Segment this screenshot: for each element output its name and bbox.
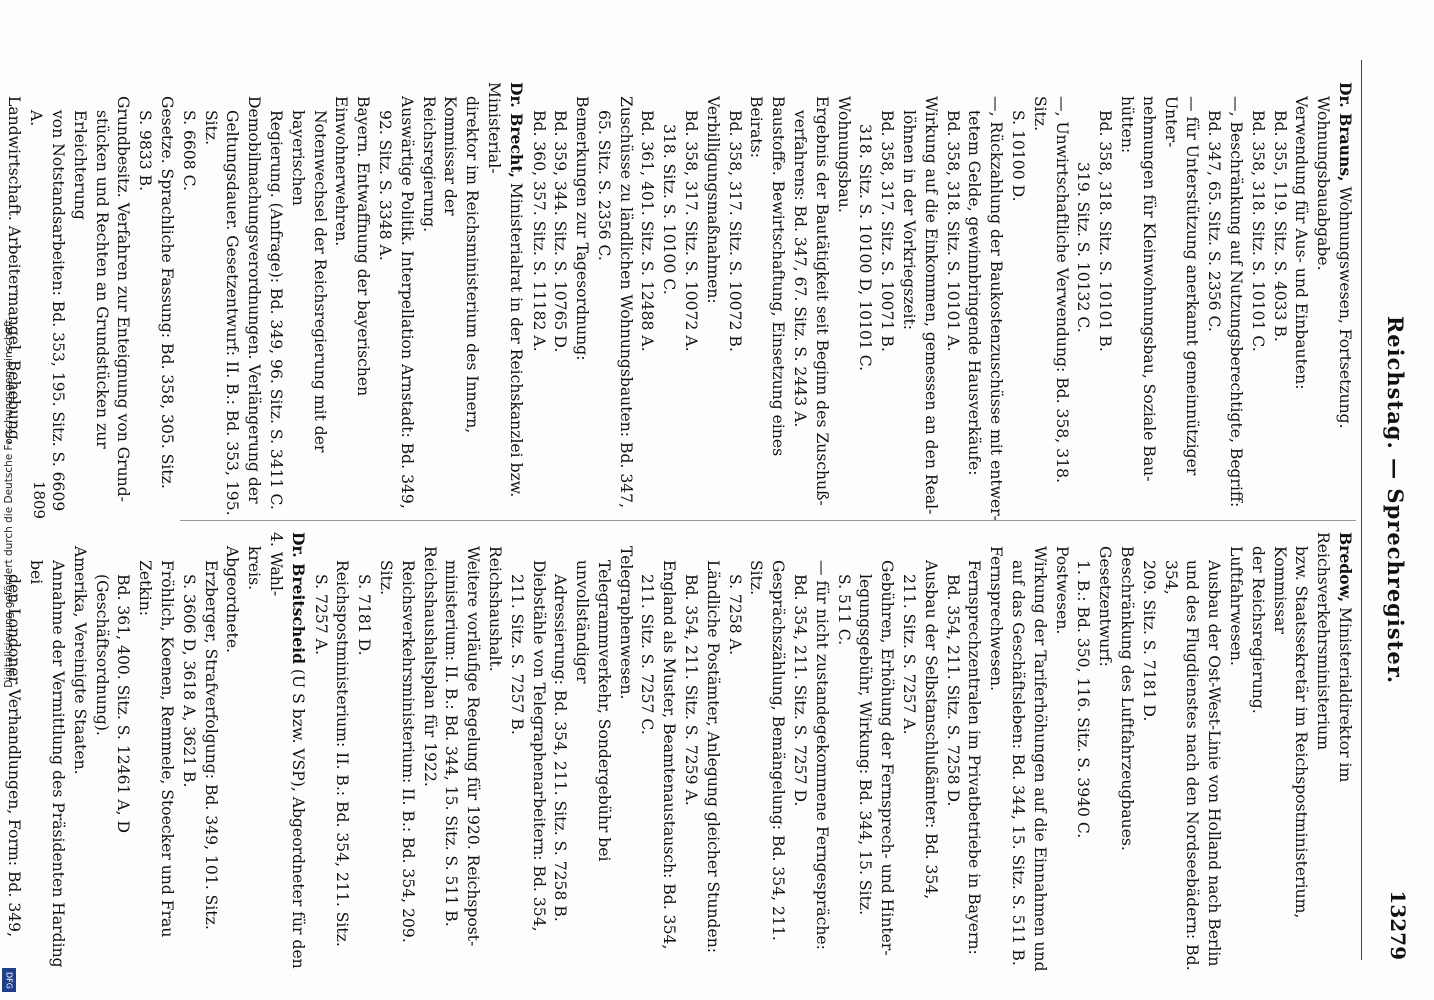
speaker-name: Dr. Brauns, <box>1336 82 1355 182</box>
index-line <box>1006 82 1028 522</box>
index-line <box>919 82 941 522</box>
entry-text: Reichsregierung. <box>419 96 438 233</box>
index-line <box>155 82 177 522</box>
index-line <box>897 532 919 972</box>
index-line <box>439 82 483 522</box>
entry-text: S. 7257 A. <box>311 574 330 655</box>
entry-text: Zuschüsse zu ländlichen Wohnungsbauten: Bd. 347, <box>616 96 635 509</box>
index-line <box>570 532 614 972</box>
index-line <box>264 82 286 522</box>
index-line <box>1093 82 1115 522</box>
index-line <box>875 532 897 972</box>
entry-text: bzw. Staatssekretär im Reichspostministerium, Kommissar <box>1270 546 1311 919</box>
index-line <box>199 532 221 972</box>
index-line <box>3 532 25 972</box>
index-line <box>897 82 919 522</box>
entry-text: Bd. 361, 401. Sitz. S. 12488 A. <box>638 110 657 352</box>
entry-text: Notenwechsel der Reichsregierung mit der bayerischen <box>288 110 329 453</box>
index-line <box>745 82 789 522</box>
entry-text: — für Unterstützung anerkannt gemeinnütziger Unter- <box>1161 96 1202 476</box>
index-line <box>133 82 155 522</box>
entry-text: Verwendung für Aus- und Einbauten: <box>1292 96 1311 390</box>
entry-text: S. 7181 D. <box>355 574 374 656</box>
entry-text: Bd. 359, 344. Sitz. S. 10765 D. <box>551 110 570 353</box>
entry-text: S. 6608 C. <box>179 110 198 192</box>
index-line <box>482 82 527 522</box>
entry-text: Bd. 360, 357. Sitz. S. 11182 A. <box>529 110 548 352</box>
index-line <box>330 82 374 522</box>
index-line <box>1246 532 1268 972</box>
header-rule <box>1361 60 1362 960</box>
entry-text: löhnen in der Vorkriegszeit: <box>900 110 919 331</box>
entry-text: Gesprächszählung, Bemängelung: Bd. 354, 211. Sitz. <box>747 560 788 941</box>
entry-text: Beschränkung des Luftfahrzeugbaues. Gesetzentwurf: <box>1096 546 1137 851</box>
entry-text: und des Flugdienstes nach den Nordseebädern: Bd. 354, <box>1161 560 1202 971</box>
index-line <box>1311 532 1356 972</box>
index-line <box>875 82 897 522</box>
index-line <box>679 82 701 522</box>
running-title: Reichstag. — Sprechregister. <box>1383 315 1408 685</box>
index-line <box>1028 532 1050 972</box>
index-line <box>1159 532 1203 972</box>
index-line <box>614 82 636 522</box>
page-header <box>1374 40 1414 960</box>
index-line <box>570 82 592 522</box>
entry-text: Gebühren, Erhöhung der Fernsprech- und Hinter- <box>878 560 897 956</box>
entry-text: Wirkung auf die Einkommen, gemessen an den Real- <box>921 96 940 515</box>
entry-text: Ministerialrat in der Reichskanzlei bzw. Ministerial- <box>484 82 525 498</box>
entry-text: Ländliche Postämter, Anlegung gleicher Stunden: <box>703 560 722 954</box>
entry-text: Bd. 358, 318. Sitz. S. 10101 A. <box>943 110 962 352</box>
index-line <box>1290 82 1312 522</box>
entry-text: S. 7258 A. <box>725 574 744 655</box>
entry-text: nehmungen für Kleinwohnungsbau, Soziale Bau- <box>1139 96 1158 482</box>
index-line <box>68 532 90 972</box>
index-line <box>1137 82 1159 522</box>
index-line <box>1246 82 1268 522</box>
index-line <box>1268 82 1290 522</box>
speaker-name: Dr. Breitscheid <box>288 532 308 664</box>
entry-text: Bd. 354, 211. Sitz. S. 7259 A. <box>682 574 701 806</box>
index-line <box>701 82 723 522</box>
entry-text: Bd. 354, 211. Sitz. S. 7257 D. <box>791 574 810 807</box>
entry-text: Bd. 347, 65. Sitz. S. 2356 C. <box>1205 110 1224 332</box>
folio-number: 1809 <box>30 480 48 520</box>
index-line <box>832 82 854 522</box>
index-line <box>810 532 832 972</box>
index-line <box>483 532 505 972</box>
index-line <box>963 82 985 522</box>
entry-text: Landwirtschaft. Arbeitermangel, Behebung, <box>5 96 24 445</box>
entry-text: Bd. 358, 318. Sitz. S. 10101 B. <box>1096 110 1115 352</box>
entry-text <box>0 574 2 725</box>
entry-text: Bd. 358, 318. Sitz. S. 10101 C. <box>1248 110 1267 352</box>
entry-text: Telegraphenwesen. <box>616 546 635 700</box>
index-line <box>374 532 418 972</box>
index-line <box>440 532 462 972</box>
index-line <box>90 532 134 972</box>
index-line <box>701 532 723 972</box>
index-line <box>549 532 571 972</box>
entry-text: Wirkung der Tariferhöhungen auf die Einnahmen und <box>1030 546 1049 972</box>
entry-text: 92. Sitz. S. 3348 A. <box>375 110 394 261</box>
index-line <box>1224 532 1246 972</box>
index-line <box>984 82 1006 522</box>
entry-text: Reichsverkehrsministerium: II. B.: Bd. 354, 209. Sitz. <box>376 560 417 943</box>
entry-text: den Londoner Verhandlungen, Form: Bd. 349, <box>5 574 24 938</box>
index-line <box>1333 82 1356 522</box>
entry-text: Weitere vorläufige Regelung für 1920. Reichspost- <box>464 546 483 947</box>
entry-text: Diebstähle von Telegraphenarbeitern: Bd. 354, <box>529 560 548 932</box>
index-line <box>854 532 876 972</box>
index-line <box>1115 82 1137 522</box>
entry-text: 65. Sitz. S. 2356 C. <box>594 110 613 261</box>
entry-text: 211. Sitz. S. 7257 A. <box>900 574 919 735</box>
entry-text: Grundbesitz. Verfahren zur Enteignung von Grund- <box>114 96 133 502</box>
index-line <box>242 532 264 972</box>
entry-text: —, Unwirtschaftliche Verwendung: Bd. 358, 318. Sitz. <box>1030 96 1071 483</box>
index-line <box>1006 532 1028 972</box>
entry-text: kreis. <box>245 546 264 591</box>
entry-text: Gesetze. Sprachliche Fassung: Bd. 358, 305. Sitz. <box>157 96 176 489</box>
entry-text: ministerium: II. B.: Bd. 344, 15. Sitz. S. 511 B. <box>442 560 461 927</box>
index-line <box>723 82 745 522</box>
entry-text: S. 3606 D, 3618 A, 3621 B. <box>179 574 198 788</box>
entry-text: Postwesen. <box>1052 546 1071 635</box>
entry-text: von Notstandsarbeiten: Bd. 353, 195. Sitz. S. 6609 A. <box>27 110 67 512</box>
entry-text: direktor im Reichsministerium des Innern, Kommissar der <box>441 96 482 434</box>
entry-text: Wohnungsbau. <box>834 96 853 213</box>
entry-text: Fernsprechwesen. <box>987 546 1006 691</box>
index-line <box>941 532 963 972</box>
page-number: 13279 <box>1386 890 1410 960</box>
entry-text: Bd. 361, 400. Sitz. S. 12461 A, D (Geschäftsordnung). <box>92 574 133 834</box>
entry-text: (U S bzw. VSP), Abgeordneter für den 4. Wahl- <box>266 532 307 969</box>
index-line <box>177 532 199 972</box>
entry-text: Ausbau der Ost-West-Linie von Holland nach Berlin <box>1205 560 1224 967</box>
index-line <box>745 532 789 972</box>
index-line <box>395 82 417 522</box>
index-line <box>461 532 483 972</box>
index-line <box>199 82 243 522</box>
entry-text: Bayern. Entwaffnung der bayerischen Einwohnerwehren. <box>332 96 373 397</box>
index-line <box>527 82 549 522</box>
entry-text: Bd. 358, 317. Sitz. S. 10072 A. <box>682 110 701 352</box>
entry-text: England als Muster, Beamtenaustausch: Bd. 354, <box>660 560 679 950</box>
index-line <box>331 532 353 972</box>
index-line <box>133 532 177 972</box>
entry-text: Reichshaushaltsplan für 1922. <box>420 546 439 787</box>
index-line <box>1072 82 1094 522</box>
index-line <box>549 82 571 522</box>
index-line <box>1093 532 1137 972</box>
entry-text: Demobilmachungsverordnungen. Verlängerung der <box>245 96 264 504</box>
index-line <box>0 82 24 522</box>
index-line <box>1202 532 1224 972</box>
entry-text: —, Beschränkung auf Nutzungsberechtigte, Begriff: <box>1227 96 1246 508</box>
entry-text: Abgeordnete. <box>223 546 242 654</box>
entry-text: Wohnungsbauabgabe. <box>1314 96 1333 271</box>
entry-text: hütten: <box>1118 96 1137 154</box>
index-line <box>658 82 680 522</box>
entry-text: S. 511 C. <box>834 574 853 646</box>
entry-text: Fröhlich, Koenen, Remmele, Stoecker und Frau Zetkin: <box>136 560 176 938</box>
digitization-credit: Digitalisierung gefördert durch die Deutsche Forschungsgemeinschaft - <box>3 312 15 688</box>
index-line <box>963 532 985 972</box>
index-line <box>1202 82 1224 522</box>
index-line <box>309 532 331 972</box>
entry-text: Reichshaushalt. <box>485 546 504 672</box>
index-line <box>636 532 658 972</box>
entry-text: Bd. 354, 211. Sitz. S. 7258 D. <box>943 574 962 807</box>
entry-text: 319. Sitz. S. 10132 C. <box>1074 162 1093 333</box>
index-line <box>788 532 810 972</box>
entry-text: 209. Sitz. S. 7181 D. <box>1139 560 1158 722</box>
dfg-logo: DFG <box>2 968 16 992</box>
entry-text: Ausbau der Selbstanschlußämter: Bd. 354, <box>921 560 940 900</box>
entry-text: Regierung. (Anfrage): Bd. 349, 96. Sitz. S. 3411 C. <box>266 110 285 510</box>
index-line <box>418 532 440 972</box>
entry-text: stücken und Rechten an Grundstücken zur Erleichterung <box>70 110 111 449</box>
index-line <box>242 82 264 522</box>
column-divider <box>180 520 1356 521</box>
index-line <box>221 532 243 972</box>
index-line <box>854 82 876 522</box>
index-line <box>919 532 941 972</box>
entry-text: 211. Sitz. S. 7257 B. <box>507 574 526 735</box>
index-line <box>417 82 439 522</box>
index-line <box>68 82 112 522</box>
entry-text: Auswärtige Politik. Interpellation Arnstadt: Bd. 349, <box>397 96 416 509</box>
index-line <box>614 532 636 972</box>
index-line <box>112 82 134 522</box>
entry-text: Amerika, Vereinigte Staaten. <box>70 546 89 775</box>
entry-text: verfahrens: Bd. 347, 67. Sitz. S. 2443 A. <box>791 110 810 428</box>
entry-text: 318. Sitz. S. 10100 D, 10101 C. <box>856 124 875 372</box>
index-line <box>177 82 199 522</box>
entry-text: 318. Sitz. S. 10100 C. <box>660 124 679 295</box>
right-column <box>0 532 1356 972</box>
entry-text: Geltungsdauer. Gesetzentwurf: II. B.: Bd. 353, 195. Sitz. <box>201 110 242 516</box>
speaker-name: Bredow, <box>1336 532 1355 603</box>
entry-text: Bd. 358, 317. Sitz. S. 10071 B. <box>878 110 897 352</box>
entry-text: 1. B.: Bd. 350, 116. Sitz. S. 3940 C. <box>1074 560 1093 839</box>
index-line <box>264 532 309 972</box>
entry-text: Ergebnis der Bautätigkeit seit Beginn des Zuschuß- <box>812 96 831 506</box>
index-line <box>810 82 832 522</box>
entry-text: legungsgebühr, Wirkung: Bd. 344, 15. Sitz. <box>856 574 875 916</box>
entry-text: Reichspostministerium: II. B.: Bd. 354, 211. Sitz. <box>333 560 352 947</box>
index-line <box>1311 82 1333 522</box>
entry-text: Adressierung: Bd. 354, 211. Sitz. S. 7258 B. <box>551 574 570 922</box>
index-line <box>505 532 527 972</box>
index-line <box>1224 82 1246 522</box>
index-line <box>679 532 701 972</box>
left-column <box>0 82 1356 522</box>
entry-text: Baustoffe. Bewirtschaftung, Einsetzung eines Beirats: <box>747 96 788 457</box>
speaker-name: Dr. Brecht, <box>506 82 526 178</box>
index-line <box>832 532 854 972</box>
entry-text: Erzberger, Strafverfolgung: Bd. 349, 101. Sitz. <box>201 560 220 930</box>
entry-text: der Reichsregierung. <box>1248 546 1267 714</box>
entry-text: S. 9833 B. <box>136 110 155 192</box>
entry-text: tetem Gelde, gewinnbringende Hausverkäufe: <box>965 110 984 476</box>
entry-text: Luftfahrwesen. <box>1227 546 1246 666</box>
entry-text: Bemerkungen zur Tagesordnung: <box>573 96 592 361</box>
index-line <box>984 532 1006 972</box>
index-line <box>636 82 658 522</box>
entry-text: Telegrammverkehr, Sondergebühr bei unvollständiger <box>573 560 613 862</box>
entry-text: Wohnungswesen, Fortsetzung. <box>1336 181 1354 429</box>
entry-text: Bd. 355, 119. Sitz. S. 4033 B. <box>1270 110 1289 342</box>
entry-text: auf das Geschäftsleben: Bd. 344, 15. Sitz. S. 511 B. <box>1009 560 1028 966</box>
entry-text: — für nicht zustandegekommene Ferngespräche: <box>812 560 831 950</box>
index-line <box>788 82 810 522</box>
index-line <box>592 82 614 522</box>
entry-text: Bd. 358, 317. Sitz. S. 10072 B. <box>725 110 744 352</box>
entry-text: Verbilligungsmaßnahmen: <box>703 96 722 304</box>
index-line <box>1159 82 1203 522</box>
index-line <box>1137 532 1159 972</box>
entry-text: —, Rückzahlung der Baukostenzuschüsse mit entwer- <box>987 96 1006 521</box>
index-line <box>373 82 395 522</box>
index-line <box>286 82 330 522</box>
index-line <box>1072 532 1094 972</box>
entry-text: Ministerialdirektor im Reichsverkehrsministerium <box>1314 532 1354 783</box>
index-line <box>1268 532 1312 972</box>
entry-text: 211. Sitz. S. 7257 C. <box>638 574 657 735</box>
index-line <box>352 532 374 972</box>
index-line <box>1050 532 1072 972</box>
index-line <box>658 532 680 972</box>
entry-text: Annahme der Vermittlung des Präsidenten Harding bei <box>27 560 67 968</box>
index-line <box>941 82 963 522</box>
index-line <box>723 532 745 972</box>
index-line <box>1028 82 1072 522</box>
entry-text: S. 10100 D. <box>1009 110 1028 202</box>
entry-text: Fernsprechzentralen im Privatbetriebe in Bayern: <box>965 560 984 955</box>
index-line <box>527 532 549 972</box>
